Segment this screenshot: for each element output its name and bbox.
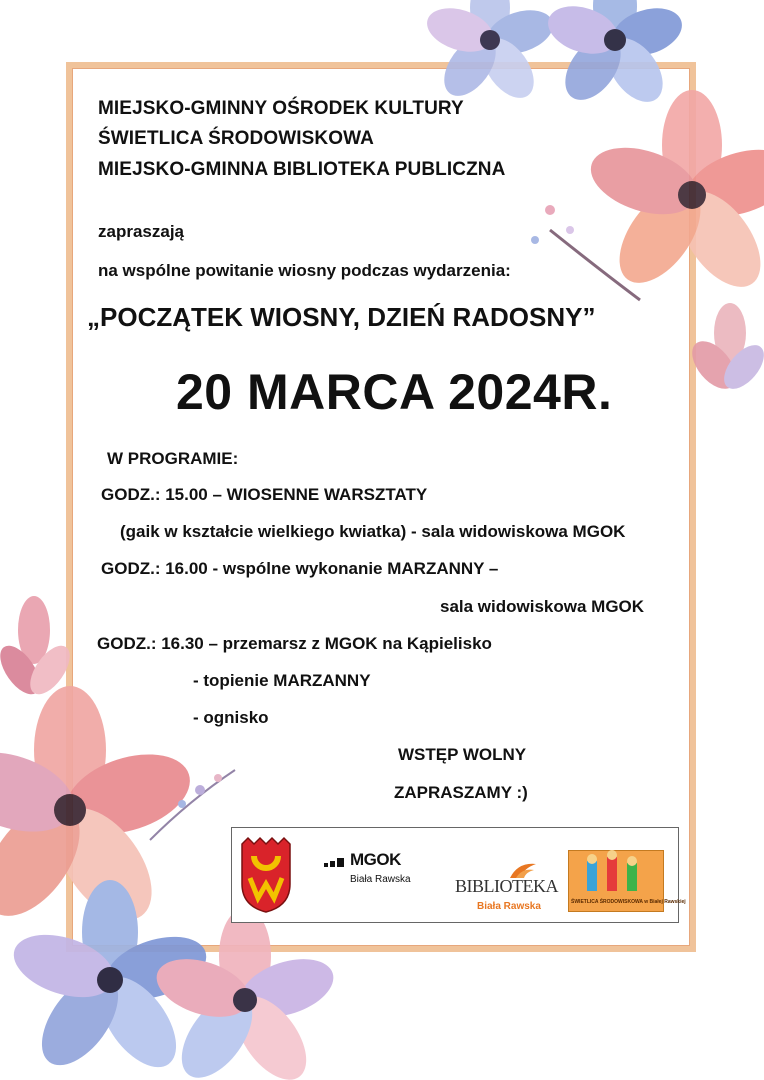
organizer-biblioteka: MIEJSKO-GMINNA BIBLIOTEKA PUBLICZNA: [98, 159, 506, 180]
program-line: GODZ.: 16.00 - wspólne wykonanie MARZANNY –: [101, 559, 499, 578]
organizer-mgok: MIEJSKO-GMINNY OŚRODEK KULTURY: [98, 98, 464, 119]
invite-line: na wspólne powitanie wiosny podczas wydarzenia:: [98, 261, 511, 280]
swietlica-logo: [568, 850, 686, 912]
mgok-logo-name: MGOK: [350, 850, 401, 869]
organizer-swietlica: ŚWIETLICA ŚRODOWISKOWA: [98, 128, 374, 149]
closing-invite: ZAPRASZAMY :): [394, 783, 528, 802]
program-line: sala widowiskowa MGOK: [440, 597, 645, 616]
program-line: - ognisko: [193, 708, 269, 727]
invite-verb: zapraszają: [98, 222, 184, 241]
program-heading: W PROGRAMIE:: [107, 449, 239, 468]
biala-rawska-crest-logo: [238, 834, 294, 914]
library-logo-name: BIBLIOTEKA: [455, 876, 558, 896]
program-line: GODZ.: 15.00 – WIOSENNE WARSZTATY: [101, 485, 428, 504]
children-drawing-icon: [569, 851, 665, 897]
entry-free: WSTĘP WOLNY: [398, 745, 527, 764]
mgok-logo-mark: [324, 856, 348, 868]
mgok-logo-sub: Biała Rawska: [350, 874, 411, 885]
program-line: (gaik w kształcie wielkiego kwiatka) - sala widowiskowa MGOK: [120, 522, 626, 541]
program-line: GODZ.: 16.30 – przemarsz z MGOK na Kąpielisko: [97, 634, 492, 653]
swietlica-logo-caption: ŚWIETLICA ŚRODOWISKOWA w Białej Rawskiej: [571, 899, 686, 905]
program-line: - topienie MARZANNY: [193, 671, 371, 690]
event-title: „POCZĄTEK WIOSNY, DZIEŃ RADOSNY”: [87, 302, 596, 332]
event-date: 20 MARCA 2024R.: [176, 364, 613, 420]
library-logo-sub: Biała Rawska: [477, 901, 541, 912]
sponsor-logos-box: [231, 827, 686, 923]
